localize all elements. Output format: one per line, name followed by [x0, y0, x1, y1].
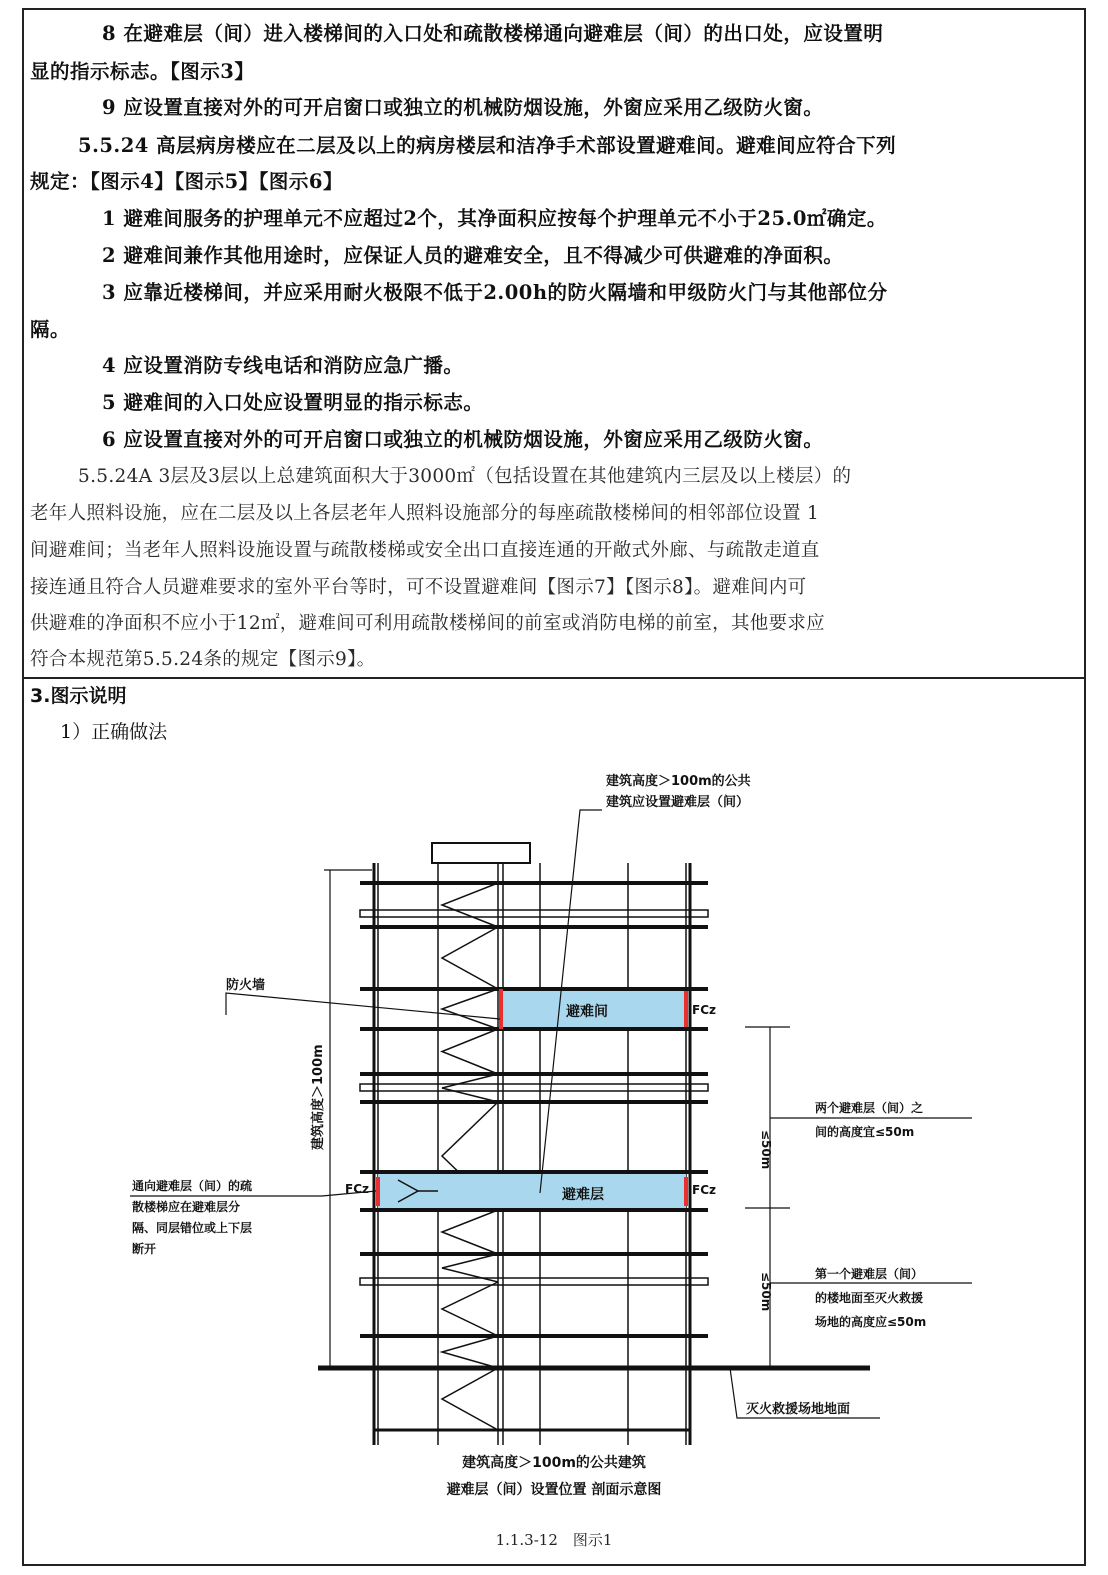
right-dimensions — [745, 1027, 790, 1368]
stair-flight — [442, 989, 498, 1029]
outrigger-slab — [360, 1084, 708, 1091]
text-line-13: 5.5.24A 3层及3层以上总建筑面积大于3000㎡（包括设置在其他建筑内三层及以上楼层）的 — [78, 466, 852, 487]
subsection-title: 1）正确做法 — [60, 721, 168, 743]
text-line-8: 3 应靠近楼梯间，并应采用耐火极限不低于2.00h的防火隔墙和甲级防火门与其他部位分 — [102, 281, 888, 304]
text-line-9: 隔。 — [30, 318, 71, 341]
caption-line-2: 避难层（间）设置位置 剖面示意图 — [446, 1482, 662, 1498]
text-line-14: 老年人照料设施，应在二层及以上各层老年人照料设施部分的每座疏散楼梯间的相邻部位设置 1 — [30, 503, 820, 524]
text-line-17: 供避难的净面积不应小于12㎡，避难间可利用疏散楼梯间的前室或消防电梯的前室，其他要求应 — [30, 613, 825, 634]
stair-flight — [442, 927, 498, 989]
text-line-15: 间避难间；当老年人照料设施设置与疏散楼梯或安全出口直接连通的开敞式外廊、与疏散走道直 — [30, 540, 820, 561]
between-label-1: 两个避难层（间）之 — [815, 1101, 924, 1115]
stair-label-2: 散楼梯应在避难层分 — [132, 1200, 241, 1214]
refuge-floor-label: 避难层 — [562, 1187, 604, 1203]
stair-flight — [442, 1282, 498, 1336]
stair-label-3: 隔、同层错位或上下层 — [132, 1221, 253, 1235]
height-dimension — [324, 870, 372, 1368]
section-title: 3.图示说明 — [30, 685, 127, 707]
building-floor-lines — [360, 883, 708, 1430]
height-label: 建筑高度＞100m — [311, 1044, 326, 1150]
first-label-1: 第一个避难层（间） — [815, 1267, 924, 1281]
roof-machine-room — [432, 843, 530, 863]
outrigger-slab — [360, 1278, 708, 1285]
fcz-label-floor-left: FCz — [345, 1182, 369, 1196]
ground-label: 灭火救援场地地面 — [746, 1402, 851, 1417]
text-line-3: 9 应设置直接对外的可开启窗口或独立的机械防烟设施，外窗应采用乙级防火窗。 — [102, 96, 824, 119]
stair-flight — [442, 1210, 498, 1254]
fcz-label-floor-right: FCz — [692, 1183, 716, 1197]
stair-label-4: 断开 — [132, 1242, 157, 1256]
text-line-2: 显的指示标志。【图示3】 — [30, 60, 255, 83]
building-columns — [374, 863, 690, 1445]
top-label-1: 建筑高度＞100m的公共 — [606, 774, 751, 789]
text-line-1: 8 在避难层（间）进入楼梯间的入口处和疏散楼梯通向避难层（间）的出口处，应设置明 — [102, 22, 884, 45]
text-line-4: 5.5.24 高层病房楼应在二层及以上的病房楼层和洁净手术部设置避难间。避难间应符合下列 — [78, 134, 897, 157]
between-label-2: 间的高度宜≤50m — [815, 1125, 915, 1139]
first-label-3: 场地的高度应≤50m — [815, 1315, 927, 1329]
text-line-10: 4 应设置消防专线电话和消防应急广播。 — [102, 354, 464, 377]
first-label-2: 的楼地面至灭火救援 — [815, 1291, 924, 1305]
text-line-16: 接连通且符合人员避难要求的室外平台等时，可不设置避难间【图示7】【图示8】。避难间内可 — [30, 577, 807, 598]
caption-line-1: 建筑高度＞100m的公共建筑 — [462, 1455, 646, 1471]
text-line-6: 1 避难间服务的护理单元不应超过2个，其净面积应按每个护理单元不小于25.0㎡确定。 — [102, 207, 887, 230]
refuge-room-label: 避难间 — [566, 1004, 608, 1020]
text-line-7: 2 避难间兼作其他用途时，应保证人员的避难安全，且不得减少可供避难的净面积。 — [102, 244, 844, 267]
dim-label-upper: ≤50m — [759, 1130, 773, 1170]
interior-columns — [378, 863, 686, 1445]
stair-flight — [442, 883, 498, 927]
text-line-18: 符合本规范第5.5.24条的规定【图示9】。 — [30, 649, 376, 670]
stair-flight — [442, 1368, 498, 1430]
figure-number: 1.1.3-12 图示1 — [495, 1531, 613, 1549]
top-label-2: 建筑应设置避难层（间） — [606, 795, 750, 810]
stair-flights — [442, 883, 498, 1430]
text-line-12: 6 应设置直接对外的可开启窗口或独立的机械防烟设施，外窗应采用乙级防火窗。 — [102, 428, 824, 451]
text-line-11: 5 避难间的入口处应设置明显的指示标志。 — [102, 391, 484, 414]
firewall-label: 防火墙 — [226, 978, 266, 993]
fcz-label-room: FCz — [692, 1003, 716, 1017]
dim-label-lower: ≤50m — [759, 1272, 773, 1312]
stair-flight — [442, 1336, 498, 1368]
stair-flight — [442, 1029, 498, 1074]
stair-label-1: 通向避难层（间）的疏 — [132, 1179, 253, 1193]
text-line-5: 规定：【图示4】【图示5】【图示6】 — [30, 170, 343, 193]
outrigger-slab — [360, 910, 708, 917]
